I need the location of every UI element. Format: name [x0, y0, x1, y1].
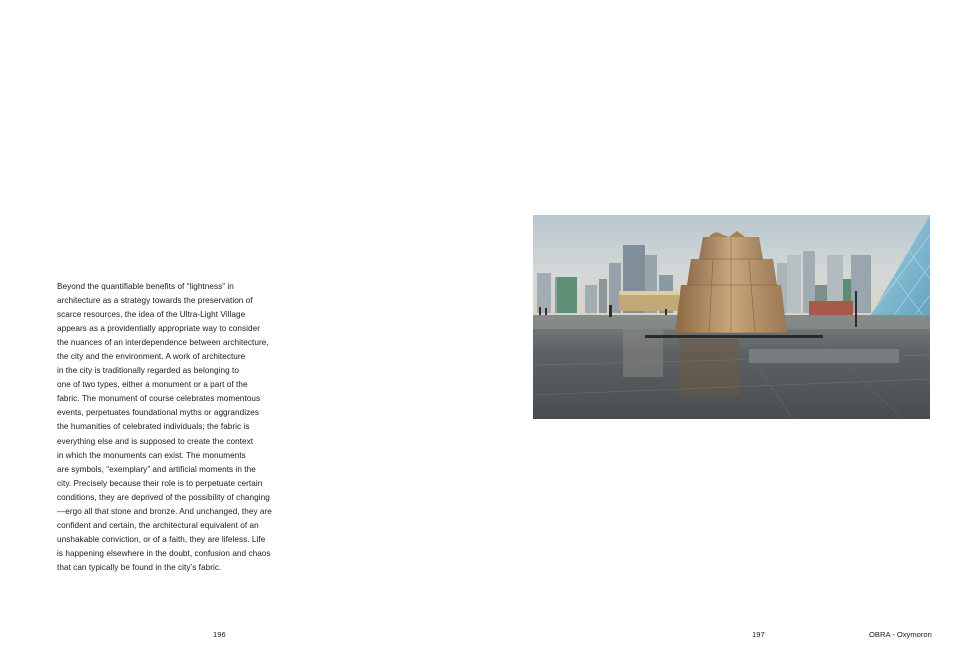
- text-line: the nuances of an interdependence between architecture,: [57, 338, 269, 348]
- text-line: unshakable conviction, or of a faith, they are lifeless. Life: [57, 534, 266, 544]
- plaza-photo-icon: [533, 215, 930, 419]
- text-line: the city and the environment. A work of architecture: [57, 352, 246, 362]
- page-number-left: 196: [213, 630, 226, 639]
- text-line: —ergo all that stone and bronze. And unchanged, they are: [57, 506, 272, 516]
- text-line: city. Precisely because their role is to perpetuate certain: [57, 478, 263, 488]
- text-line: are symbols, “exemplary” and artificial moments in the: [57, 464, 256, 474]
- text-line: in the city is traditionally regarded as belonging to: [57, 366, 239, 376]
- text-line: architecture as a strategy towards the preservation of: [57, 296, 253, 306]
- text-line: in which the monuments can exist. The monuments: [57, 450, 246, 460]
- text-line: scarce resources, the idea of the Ultra-Light Village: [57, 310, 246, 320]
- plaza-photo: [533, 215, 930, 419]
- text-line: fabric. The monument of course celebrates momentous: [57, 394, 261, 404]
- text-line: that can typically be found in the city’s fabric.: [57, 562, 222, 572]
- text-line: the humanities of celebrated individuals; the fabric is: [57, 422, 250, 432]
- text-line: appears as a providentially appropriate way to consider: [57, 324, 261, 334]
- page-number-right: 197: [752, 630, 765, 639]
- text-line: conditions, they are deprived of the possibility of changing: [57, 492, 270, 502]
- text-line: events, perpetuates foundational myths or aggrandizes: [57, 408, 260, 418]
- text-line: one of two types, either a monument or a part of the: [57, 380, 248, 390]
- body-text: [57, 280, 282, 575]
- text-line: confident and certain, the architectural equivalent of an: [57, 520, 259, 530]
- text-line: Beyond the quantifiable benefits of “lightness” in: [57, 282, 234, 291]
- text-line: everything else and is supposed to create the context: [57, 436, 254, 446]
- text-line: is happening elsewhere in the doubt, confusion and chaos: [57, 548, 271, 558]
- running-head: OBRA - Oxymoron: [869, 630, 932, 639]
